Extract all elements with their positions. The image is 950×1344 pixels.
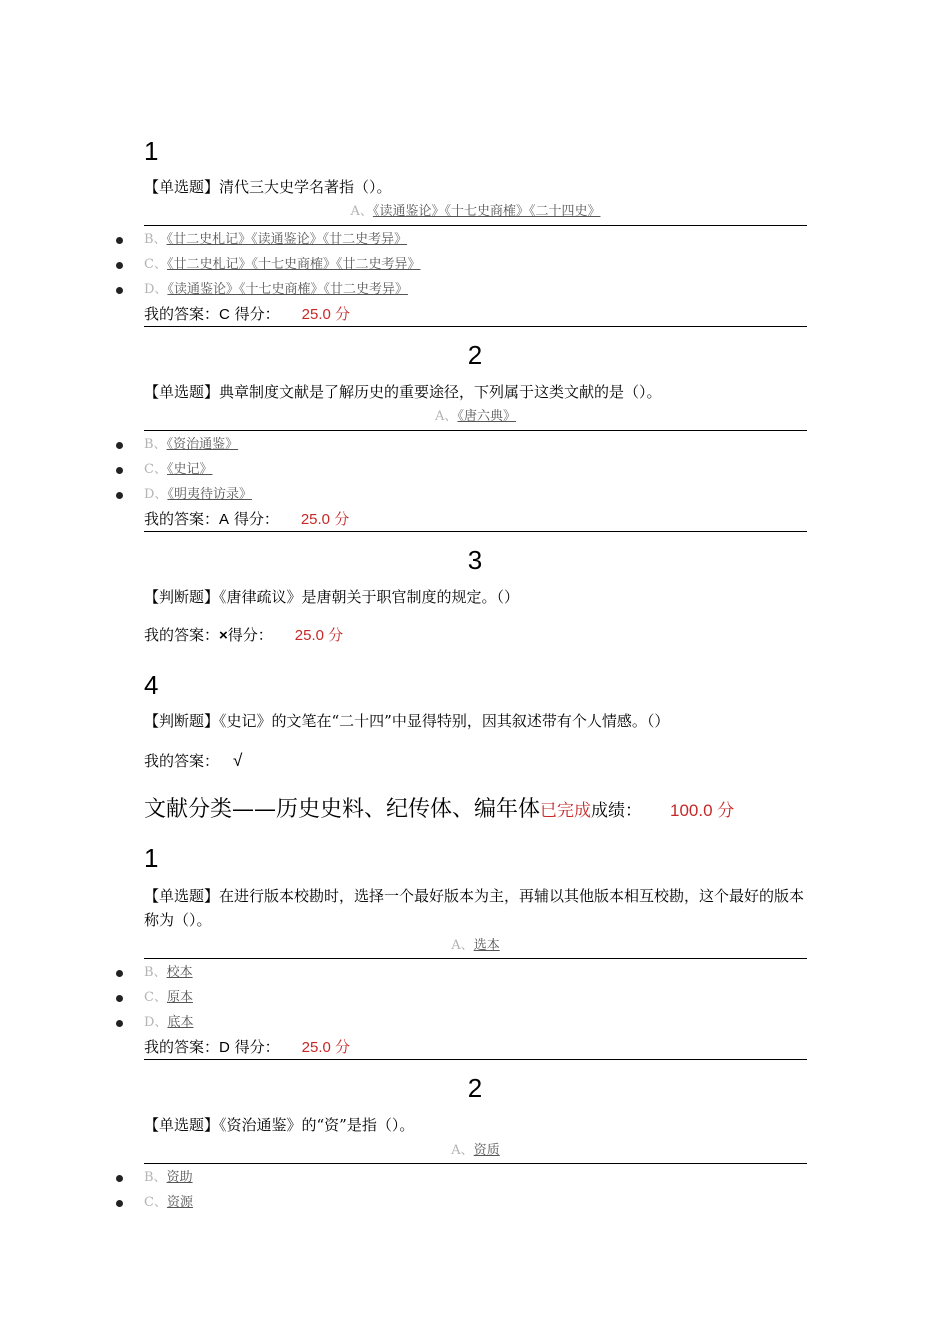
option-letter: A、 [350,204,373,219]
option-letter: D、 [144,282,168,297]
my-answer-line [144,1036,350,1059]
option-text: 《读通鉴论》《十七史商榷》《廿二史考异》 [167,282,408,297]
answer-value: × [219,627,228,644]
option-letter: D、 [144,487,168,502]
option-text: 原本 [166,990,193,1005]
option-letter: C、 [144,990,167,1005]
grade-label: 成绩： [591,801,643,821]
option-text: 资源 [166,1195,193,1210]
bullet-icon [116,995,123,1002]
status-badge: 已完成 [540,801,592,821]
my-answer-line [144,750,242,772]
option-text: 《廿二史札记》《十七史商榷》《廿二史考异》 [166,257,421,272]
option-text: 《资治通鉴》 [166,437,239,452]
score-value: 25.0 分 [301,1039,351,1056]
option-text: 《明夷待访录》 [167,487,252,502]
option-b[interactable] [144,231,407,249]
answer-value: C [219,306,230,323]
option-text: 资质 [473,1143,500,1158]
option-c[interactable] [144,461,212,479]
bullet-icon [116,262,123,269]
bullet-icon [116,1200,123,1207]
option-letter: A、 [451,1143,474,1158]
option-b[interactable] [144,964,193,982]
option-text: 底本 [167,1015,194,1030]
option-d[interactable] [144,486,252,504]
bullet-icon [116,492,123,499]
score-value: 25.0 分 [294,627,344,644]
divider [144,531,807,532]
option-b[interactable] [144,1169,193,1187]
score-label: 得分： [233,510,279,528]
divider [144,1163,807,1164]
answer-label: 我的答案： [144,752,220,770]
option-a[interactable] [144,408,807,426]
divider [144,326,807,327]
option-d[interactable] [144,281,408,299]
answer-value: A [219,511,230,528]
divider [144,1059,807,1060]
section-header [144,795,734,826]
option-letter: B、 [144,232,167,247]
bullet-icon [116,467,123,474]
answer-label: 我的答案： [144,510,220,528]
option-letter: D、 [144,1015,168,1030]
option-letter: B、 [144,965,167,980]
question-number: 2 [467,1073,483,1103]
option-letter: C、 [144,1195,167,1210]
option-text: 选本 [473,938,500,953]
score-label: 得分： [234,1038,280,1056]
option-letter: B、 [144,437,167,452]
score-value: 25.0 分 [300,511,350,528]
option-letter: A、 [451,938,474,953]
divider [144,225,807,226]
question-number: 1 [144,136,159,166]
answer-value: √ [233,751,243,770]
question-stem: 【单选题】典章制度文献是了解历史的重要途径，下列属于这类文献的是（）。 [144,383,662,401]
answer-value: D [219,1039,230,1056]
bullet-icon [116,442,123,449]
answer-label: 我的答案： [144,1038,220,1056]
option-d[interactable] [144,1014,193,1032]
score-label: 得分： [234,305,280,323]
option-text: 《读通鉴论》《十七史商榷》《二十四史》 [372,204,601,219]
option-letter: C、 [144,257,167,272]
question-number: 1 [144,843,159,873]
option-letter: B、 [144,1170,167,1185]
option-text: 资助 [166,1170,193,1185]
question-stem: 【单选题】在进行版本校勘时，选择一个最好版本为主，再辅以其他版本相互校勘，这个最好的版本称为（）。 [144,887,805,929]
score-value: 25.0 分 [301,306,351,323]
my-answer-line [144,624,343,647]
option-c[interactable] [144,1194,193,1212]
option-text: 《廿二史札记》《读通鉴论》《廿二史考异》 [166,232,408,247]
option-letter: C、 [144,462,167,477]
grade-value: 100.0 分 [670,801,735,820]
answer-label: 我的答案： [144,626,220,644]
question-stem: 【单选题】《资治通鉴》的“资”是指（）。 [144,1116,415,1134]
option-c[interactable] [144,989,193,1007]
option-text: 《史记》 [166,462,213,477]
option-letter: A、 [435,409,458,424]
bullet-icon [116,1175,123,1182]
section-title: 文献分类——历史史料、纪传体、编年体 [144,797,541,822]
question-number: 2 [467,340,483,370]
option-a[interactable] [144,203,807,221]
answer-label: 我的答案： [144,305,220,323]
bullet-icon [116,1020,123,1027]
bullet-icon [116,287,123,294]
option-a[interactable] [144,937,807,955]
question-number: 3 [467,545,483,575]
option-text: 《唐六典》 [457,409,516,424]
question-stem: 【单选题】清代三大史学名著指（）。 [144,178,392,196]
question-stem: 【判断题】《唐律疏议》是唐朝关于职官制度的规定。（） [144,588,520,606]
my-answer-line [144,508,349,531]
option-c[interactable] [144,256,420,274]
option-text: 校本 [166,965,193,980]
bullet-icon [116,237,123,244]
divider [144,430,807,431]
score-label: 得分： [227,626,273,644]
option-a[interactable] [144,1142,807,1160]
divider [144,958,807,959]
my-answer-line [144,303,350,326]
option-b[interactable] [144,436,238,454]
bullet-icon [116,970,123,977]
question-stem: 【判断题】《史记》的文笔在“二十四”中显得特别，因其叙述带有个人情感。（） [144,712,670,730]
question-number: 4 [144,670,159,700]
